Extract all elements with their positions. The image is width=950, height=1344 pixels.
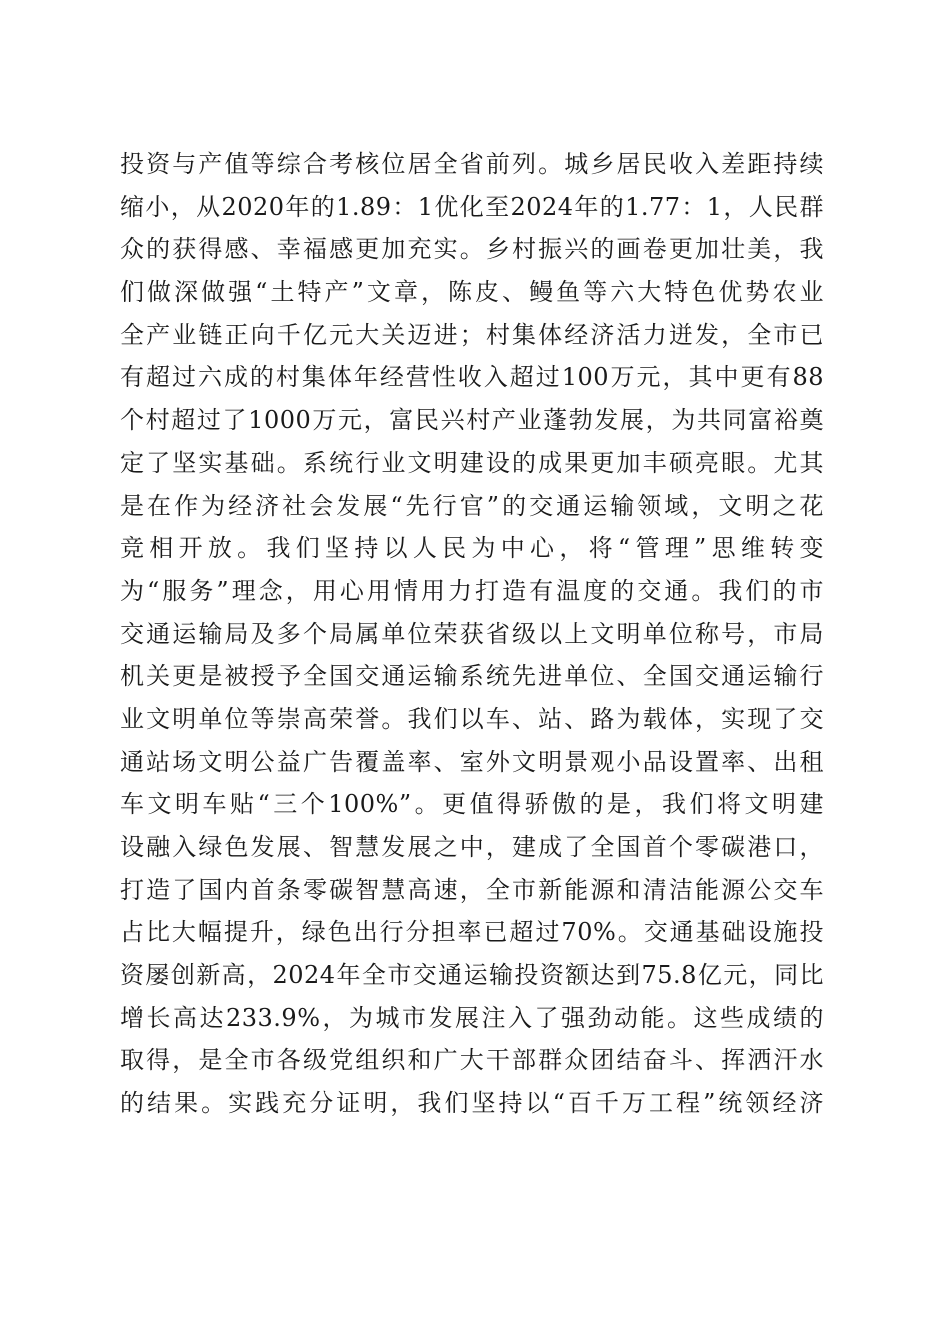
text-line: 的结果。实践充分证明，我们坚持以“百千万工程”统领经济 [120, 1089, 824, 1118]
text-line: 们做深做强“土特产”文章，陈皮、鳗鱼等六大特色优势农业 [120, 278, 824, 307]
text-line: 个村超过了1000万元，富民兴村产业蓬勃发展，为共同富裕奠 [120, 406, 824, 435]
text-line: 竞相开放。我们坚持以人民为中心，将“管理”思维转变 [120, 534, 824, 563]
text-line: 占比大幅提升，绿色出行分担率已超过70%。交通基础设施投 [120, 918, 824, 947]
text-line: 取得，是全市各级党组织和广大干部群众团结奋斗、挥洒汗水 [120, 1046, 824, 1075]
text-line: 是在作为经济社会发展“先行官”的交通运输领域，文明之花 [120, 491, 824, 520]
text-line: 增长高达233.9%，为城市发展注入了强劲动能。这些成绩的 [120, 1003, 824, 1032]
text-line: 众的获得感、幸福感更加充实。乡村振兴的画卷更加壮美，我 [120, 235, 824, 264]
text-line: 投资与产值等综合考核位居全省前列。城乡居民收入差距持续 [120, 150, 824, 178]
text-line: 交通运输局及多个局属单位荣获省级以上文明单位称号，市局 [120, 619, 824, 648]
text-line: 机关更是被授予全国交通运输系统先进单位、全国交通运输行 [120, 662, 824, 691]
text-line: 设融入绿色发展、智慧发展之中，建成了全国首个零碳港口， [120, 833, 824, 861]
text-line: 有超过六成的村集体年经营性收入超过100万元，其中更有88 [120, 363, 824, 392]
text-line: 资屡创新高，2024年全市交通运输投资额达到75.8亿元，同比 [120, 961, 824, 990]
text-line: 为“服务”理念，用心用情用力打造有温度的交通。我们的市 [120, 576, 824, 605]
text-line: 定了坚实基础。系统行业文明建设的成果更加丰硕亮眼。尤其 [120, 448, 824, 477]
body-paragraph [120, 143, 824, 1125]
text-line: 打造了国内首条零碳智慧高速，全市新能源和清洁能源公交车 [120, 875, 824, 904]
text-line: 全产业链正向千亿元大关迈进；村集体经济活力迸发，全市已 [120, 320, 824, 349]
text-line: 缩小，从2020年的1.89：1优化至2024年的1.77：1，人民群 [120, 192, 824, 221]
text-line: 通站场文明公益广告覆盖率、室外文明景观小品设置率、出租 [120, 747, 824, 776]
text-line: 业文明单位等崇高荣誉。我们以车、站、路为载体，实现了交 [120, 704, 824, 733]
text-line: 车文明车贴“三个100%”。更值得骄傲的是，我们将文明建 [120, 790, 824, 819]
